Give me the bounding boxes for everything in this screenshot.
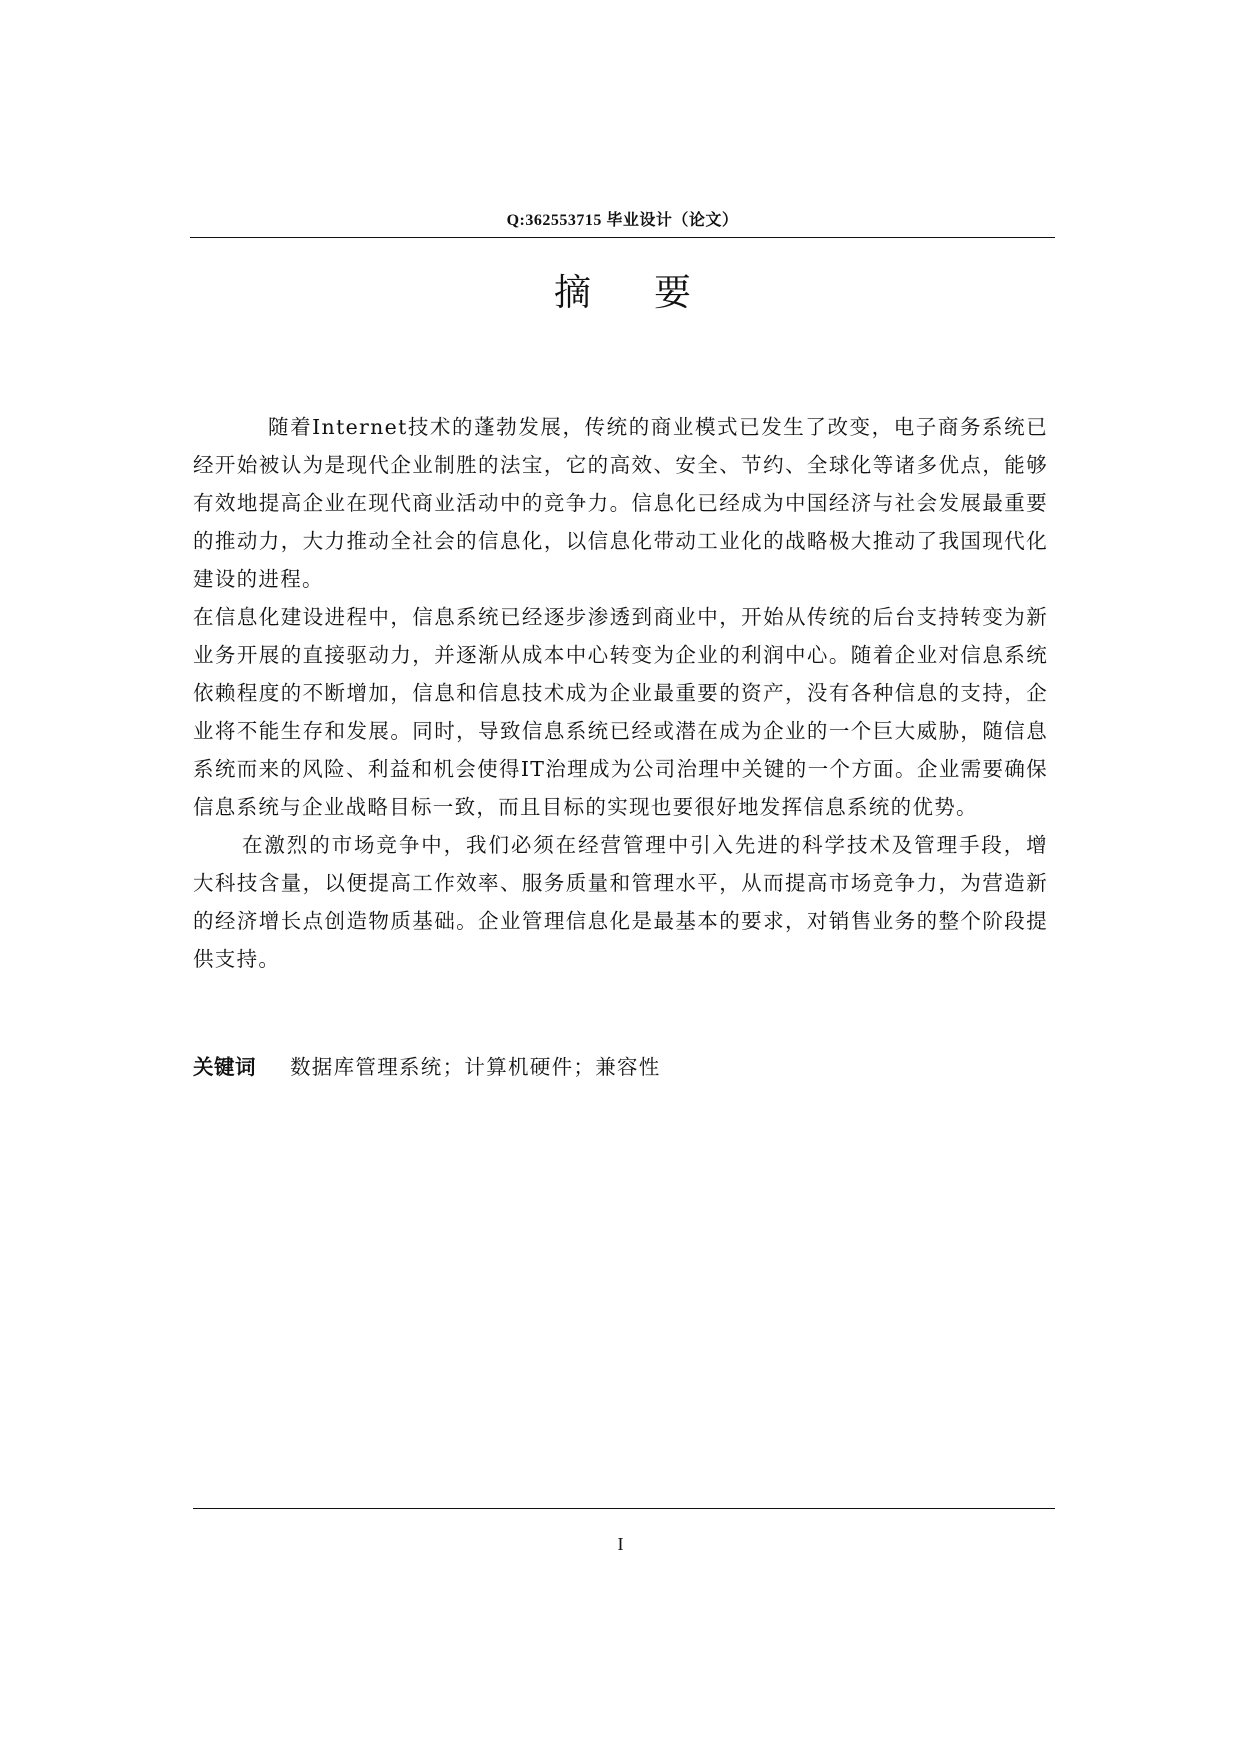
abstract-paragraph-3: 在激烈的市场竞争中，我们必须在经营管理中引入先进的科学技术及管理手段，增大科技含量，以便提高工作效率、服务质量和管理水平，从而提高市场竞争力，为营造新的经济增长点创造物质基础。企业管理信息化是最基本的要求，对销售业务的整个阶段提供支持。: [193, 833, 1048, 971]
abstract-paragraph-2: 在信息化建设进程中，信息系统已经逐步渗透到商业中，开始从传统的后台支持转变为新业务开展的直接驱动力，并逐渐从成本中心转变为企业的利润中心。随着企业对信息系统依赖程度的不断增加，信息和信息技术成为企业最重要的资产，没有各种信息的支持，企业将不能生存和发展。同时，导致信息系统已经或潜在成为企业的一个巨大威胁，随信息系统而来的风险、利益和机会使得IT治理成为公司治理中关键的一个方面。企业需要确保信息系统与企业战略目标一致，而且目标的实现也要很好地发挥信息系统的优势。: [193, 605, 1048, 819]
keywords-label: 关键词: [193, 1055, 256, 1079]
header-divider: [190, 237, 1055, 238]
keywords-line: [193, 1048, 1048, 1086]
abstract-paragraph-1: 随着Internet技术的蓬勃发展，传统的商业模式已发生了改变，电子商务系统已经开始被认为是现代企业制胜的法宝，它的高效、安全、节约、全球化等诸多优点，能够有效地提高企业在现代商业活动中的竞争力。信息化已经成为中国经济与社会发展最重要的推动力，大力推动全社会的信息化，以信息化带动工业化的战略极大推动了我国现代化建设的进程。: [193, 415, 1048, 591]
footer-divider: [193, 1508, 1055, 1509]
page-number: I: [617, 1534, 624, 1554]
abstract-body: [193, 408, 1048, 978]
page-title: 摘要: [554, 271, 754, 314]
keywords-text: 数据库管理系统；计算机硬件；兼容性: [290, 1055, 661, 1079]
running-header: Q:362553715 毕业设计（论文）: [506, 212, 739, 229]
